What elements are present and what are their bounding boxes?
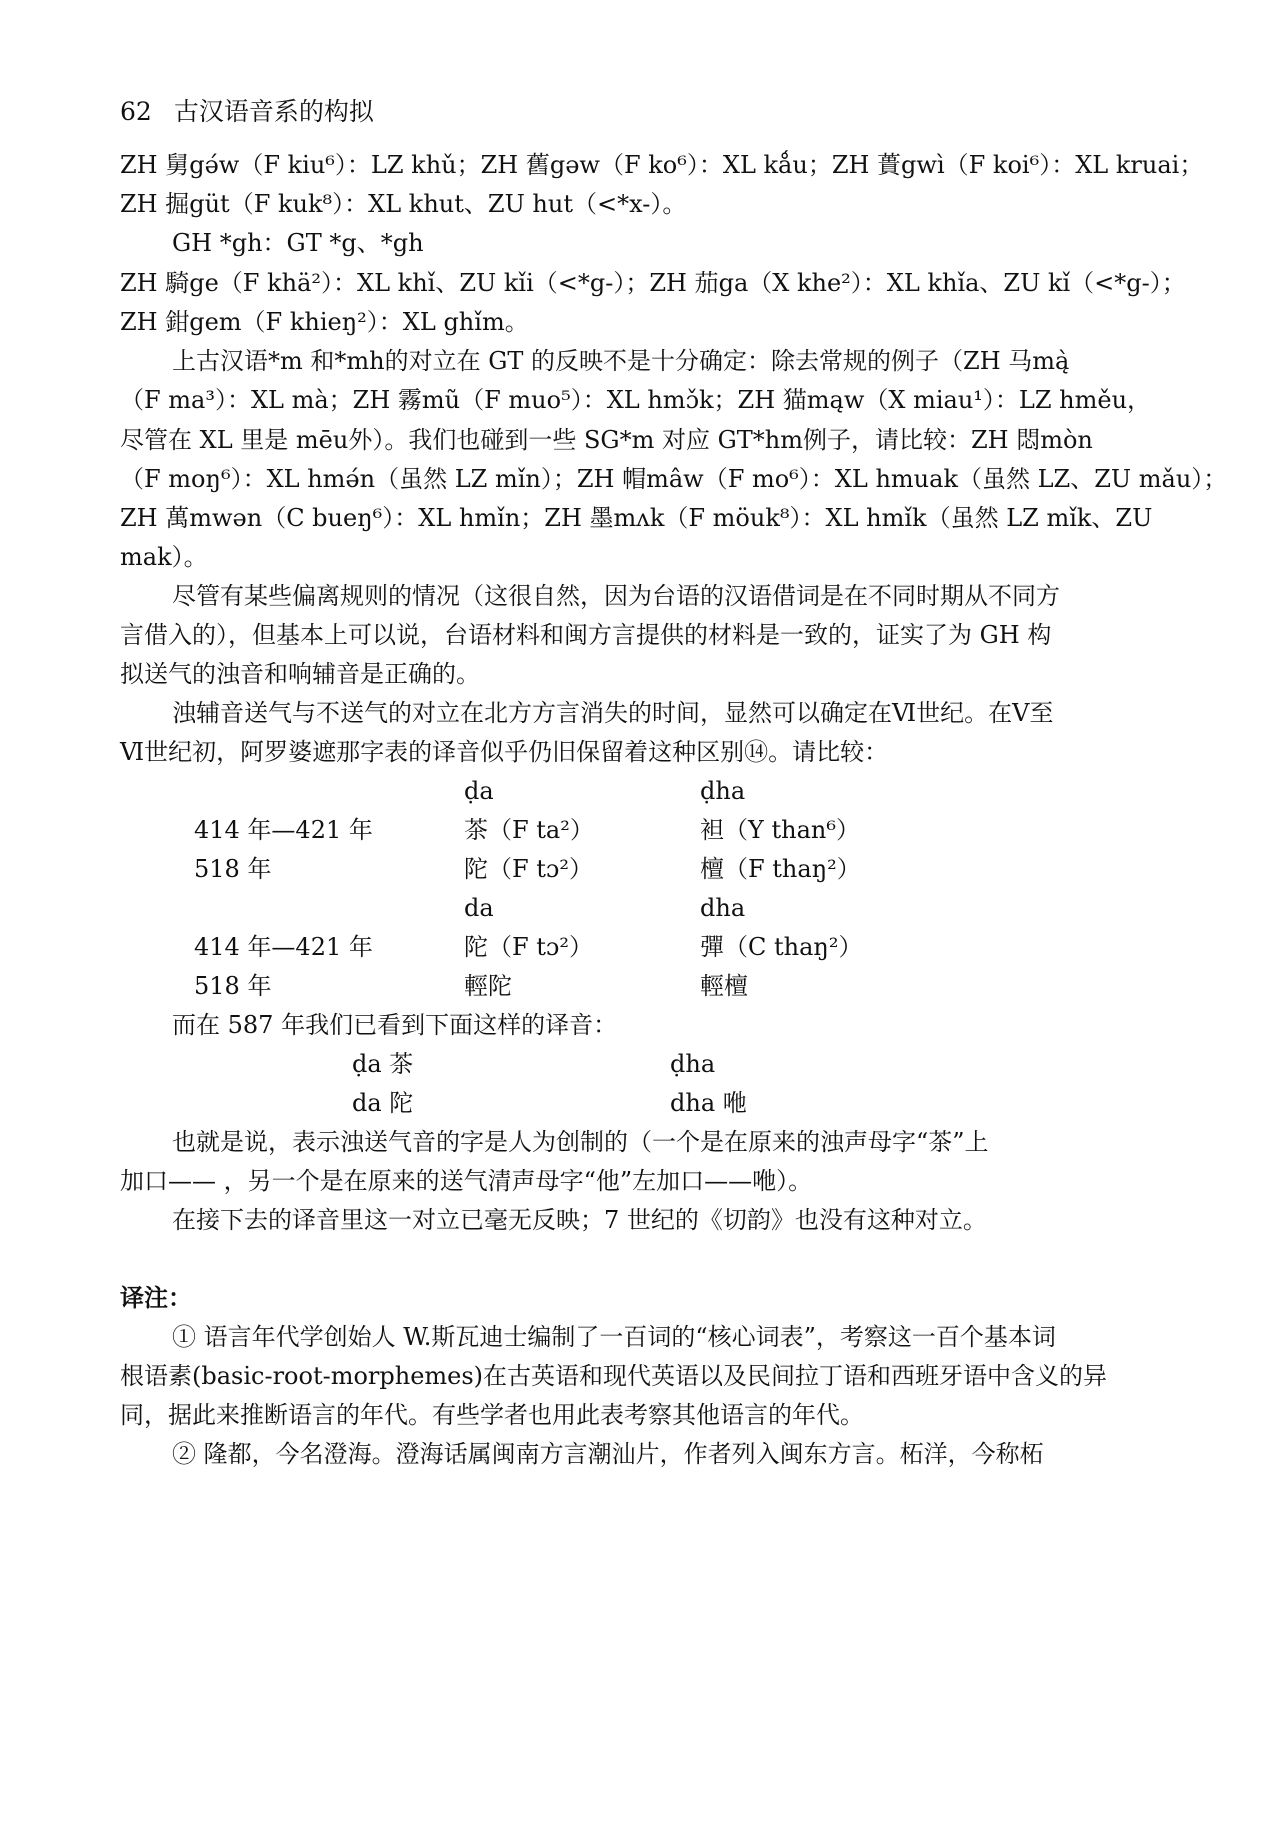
body-line: 尽管有某些偏离规则的情况（这很自然，因为台语的汉语借词是在不同时期从不同方 [172, 582, 1060, 610]
body-line: 在接下去的译音里这一对立已毫无反映；7 世纪的《切韵》也没有这种对立。 [172, 1206, 987, 1234]
page-header [120, 92, 374, 128]
body-line: 言借入的），但基本上可以说，台语材料和闽方言提供的材料是一致的，证实了为 GH 构 [120, 621, 1052, 649]
body-line: 而在 587 年我们已看到下面这样的译音： [172, 1011, 618, 1039]
table-cell: 輕陀 [464, 972, 512, 1000]
body-line: （F ma³）：XL mà；ZH 霧mũ（F muo⁵）：XL hmɔ̌k；ZH 猫mąw（X miau¹）：LZ hměu， [120, 386, 1152, 414]
table-cell: da 陀 [352, 1089, 414, 1117]
body-line: 浊辅音送气与不送气的对立在北方方言消失的时间，显然可以确定在Ⅵ世纪。在Ⅴ至 [172, 699, 1054, 727]
table-header: ḍa [464, 777, 494, 805]
body-line: ZH 萬mwǝn（C bueŋ⁶）：XL hmǐn；ZH 墨mʌk（F möuk⁸）：XL hmǐk（虽然 LZ mǐk、ZU [120, 504, 1153, 532]
table-header: dha [700, 894, 746, 922]
table-header: da [464, 894, 494, 922]
note-line: ① 语言年代学创始人 W.斯瓦迪士编制了一百词的“核心词表”，考察这一百个基本词 [172, 1323, 1056, 1351]
body-line: Ⅵ世纪初，阿罗婆遮那字表的译音似乎仍旧保留着这种区别⑭。请比较： [120, 738, 889, 766]
body-line: 加口—— ，另一个是在原来的送气清声母字“他”左加口——咃）。 [120, 1167, 813, 1195]
body-line: mak）。 [120, 543, 208, 571]
body-line: 也就是说，表示浊送气音的字是人为创制的（一个是在原来的浊声母字“茶”上 [172, 1128, 989, 1156]
table-cell: ḍha [670, 1050, 716, 1078]
note-line: 根语素(basic-root-morphemes)在古英语和现代英语以及民间拉丁语和西班牙语中含义的异 [120, 1362, 1108, 1390]
running-title: 古汉语音系的构拟 [173, 97, 374, 126]
body-line: 尽管在 XL 里是 mēu外）。我们也碰到一些 SG*m 对应 GT*hm例子，请比较：ZH 悶mòn [120, 426, 1093, 454]
table-cell: 檀（F thaŋ²） [700, 855, 861, 883]
body-line: 拟送气的浊音和响辅音是正确的。 [120, 660, 480, 688]
table-cell: 茶（F ta²） [464, 816, 594, 844]
table-cell: 414 年—421 年 [194, 933, 373, 961]
note-line: ② 隆都，今名澄海。澄海话属闽南方言潮汕片，作者列入闽东方言。柘洋，今称柘 [172, 1440, 1044, 1468]
table-cell: 彈（C thaŋ²） [700, 933, 863, 961]
table-cell: 袒（Y than⁶） [700, 816, 860, 844]
body-line: ZH 舅gǝ́w（F kiu⁶）：LZ khǔ；ZH 舊gǝw（F ko⁶）：XL kǻu；ZH 蕢gwì（F koi⁶）：XL kruai； [120, 151, 1204, 179]
table-cell: 陀（F tɔ²） [464, 855, 593, 883]
body-line: ZH 騎ge（F khä²）：XL khǐ、ZU kǐi（<*g-）；ZH 茄ga（X khe²）：XL khǐa、ZU kǐ（<*g-）； [120, 269, 1186, 297]
body-line: 上古汉语*m 和*mh的对立在 GT 的反映不是十分确定：除去常规的例子（ZH 马mą̀ [172, 347, 1070, 375]
body-line: ZH 鉗gem（F khieŋ²）：XL ghǐm。 [120, 308, 529, 336]
body-line: （F moŋ⁶）：XL hmǝ́n（虽然 LZ mǐn）；ZH 帽mâw（F mo⁶）：XL hmuak（虽然 LZ、ZU mǎu）； [120, 465, 1228, 493]
body-line: GH *gh：GT *g、*gh [172, 229, 424, 257]
table-cell: dha 咃 [670, 1089, 747, 1117]
notes-title: 译注： [120, 1283, 192, 1312]
page-number: 62 [120, 97, 152, 126]
table-cell: 414 年—421 年 [194, 816, 373, 844]
body-line: ZH 掘güt（F kuk⁸）：XL khut、ZU hut（<*x-）。 [120, 190, 687, 218]
table-cell: 518 年 [194, 972, 272, 1000]
table-cell: 518 年 [194, 855, 272, 883]
table-cell: ḍa 茶 [352, 1050, 414, 1078]
table-header: ḍha [700, 777, 746, 805]
note-line: 同，据此来推断语言的年代。有些学者也用此表考察其他语言的年代。 [120, 1401, 864, 1429]
table-cell: 輕檀 [700, 972, 748, 1000]
table-cell: 陀（F tɔ²） [464, 933, 593, 961]
